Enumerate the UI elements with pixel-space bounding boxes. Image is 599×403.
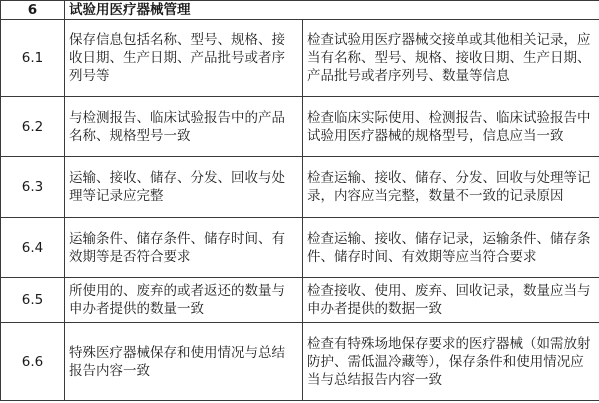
table-row [1,218,599,278]
table-row [1,97,599,157]
row-number: 6.6 [1,323,65,401]
row-requirement: 检查运输、接收、储存、分发、回收与处理等记录，内容应当完整，数量不一致的记录原因 [303,157,599,218]
row-item: 保存信息包括名称、型号、规格、接收日期、生产日期、产品批号或者序列号等 [65,20,303,97]
row-requirement: 检查有特殊场地保存要求的医疗器械（如需放射防护、需低温冷藏等），保存条件和使用情况应当与总结报告内容一致 [303,323,599,401]
row-item: 所使用的、废弃的或者返还的数量与申办者提供的数量一致 [65,278,303,323]
table-row [1,323,599,401]
row-number: 6.2 [1,97,65,157]
row-requirement: 检查临床实际使用、检测报告、临床试验报告中试验用医疗器械的规格型号，信息应当一致 [303,97,599,157]
row-requirement: 检查运输、接收、储存记录，运输条件、储存条件、储存时间、有效期等应当符合要求 [303,218,599,278]
table-row [1,157,599,218]
section-title: 试验用医疗器械管理 [65,1,599,20]
table-row [1,278,599,323]
table-row [1,20,599,97]
row-number: 6.3 [1,157,65,218]
row-requirement: 检查试验用医疗器械交接单或其他相关记录，应当有名称、型号、规格、接收日期、生产日期、产品批号或者序列号、数量等信息 [303,20,599,97]
section-header-row [1,1,599,20]
section-number: 6 [1,1,65,20]
row-number: 6.1 [1,20,65,97]
row-item: 特殊医疗器械保存和使用情况与总结报告内容一致 [65,323,303,401]
row-number: 6.4 [1,218,65,278]
row-item: 运输、接收、储存、分发、回收与处理等记录应完整 [65,157,303,218]
row-number: 6.5 [1,278,65,323]
row-requirement: 检查接收、使用、废弃、回收记录，数量应当与申办者提供的数据一致 [303,278,599,323]
row-item: 运输条件、储存条件、储存时间、有效期等是否符合要求 [65,218,303,278]
row-item: 与检测报告、临床试验报告中的产品名称、规格型号一致 [65,97,303,157]
